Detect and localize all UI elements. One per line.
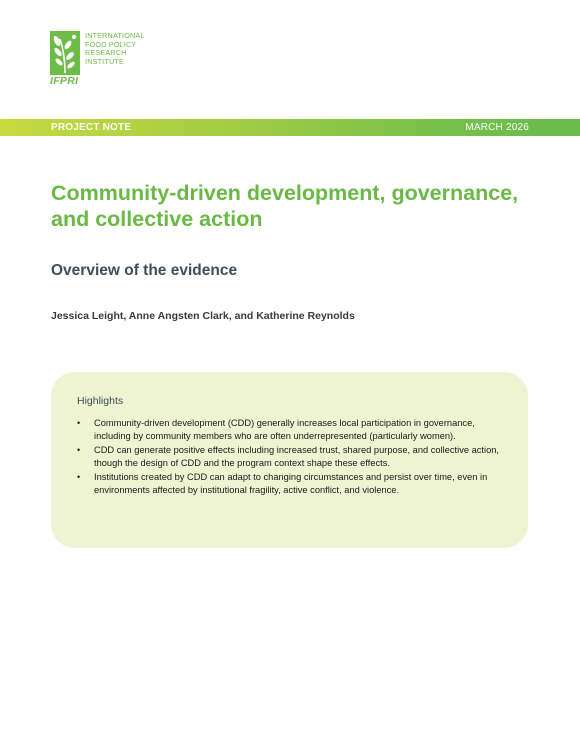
org-name-line: RESEARCH bbox=[85, 48, 127, 58]
header-band bbox=[0, 119, 580, 136]
document-title: Community-driven development, governance, and collective action bbox=[51, 181, 519, 231]
org-name-line: INTERNATIONAL bbox=[85, 31, 145, 40]
author-list: Jessica Leight, Anne Angsten Clark, and Katherine Reynolds bbox=[51, 310, 355, 322]
highlights-list bbox=[77, 417, 505, 497]
highlight-item bbox=[77, 444, 505, 471]
highlights-box bbox=[51, 372, 528, 548]
highlight-item bbox=[77, 417, 505, 444]
bullet-icon: • bbox=[77, 444, 81, 455]
highlight-text: CDD can generate positive effects including increased trust, shared purpose, and collective action, though the design of CDD and the program context shape these effects. bbox=[94, 444, 499, 469]
document-type-label: PROJECT NOTE bbox=[51, 122, 132, 133]
org-name-line: FOOD POLICY bbox=[85, 39, 137, 49]
publication-date: MARCH 2026 bbox=[465, 122, 529, 133]
highlight-item bbox=[77, 471, 505, 498]
org-name bbox=[85, 32, 145, 66]
wheat-sprout-icon bbox=[50, 31, 80, 75]
highlights-heading: Highlights bbox=[77, 395, 124, 407]
bullet-icon: • bbox=[77, 418, 81, 428]
bullet-icon: • bbox=[77, 471, 81, 482]
document-subtitle: Overview of the evidence bbox=[51, 262, 238, 279]
highlight-text: Institutions created by CDD can adapt to changing circumstances and persist over time, even in environments affected by institutional fragility, active conflict, and violence. bbox=[94, 471, 488, 496]
highlight-text: Community-driven development (CDD) generally increases local participation in governance, including by community members who are often underrepresented (particularly women). bbox=[94, 418, 475, 442]
ifpri-logo bbox=[50, 31, 170, 91]
org-acronym: IFPRI bbox=[50, 75, 79, 87]
org-name-line: INSTITUTE bbox=[85, 56, 124, 66]
